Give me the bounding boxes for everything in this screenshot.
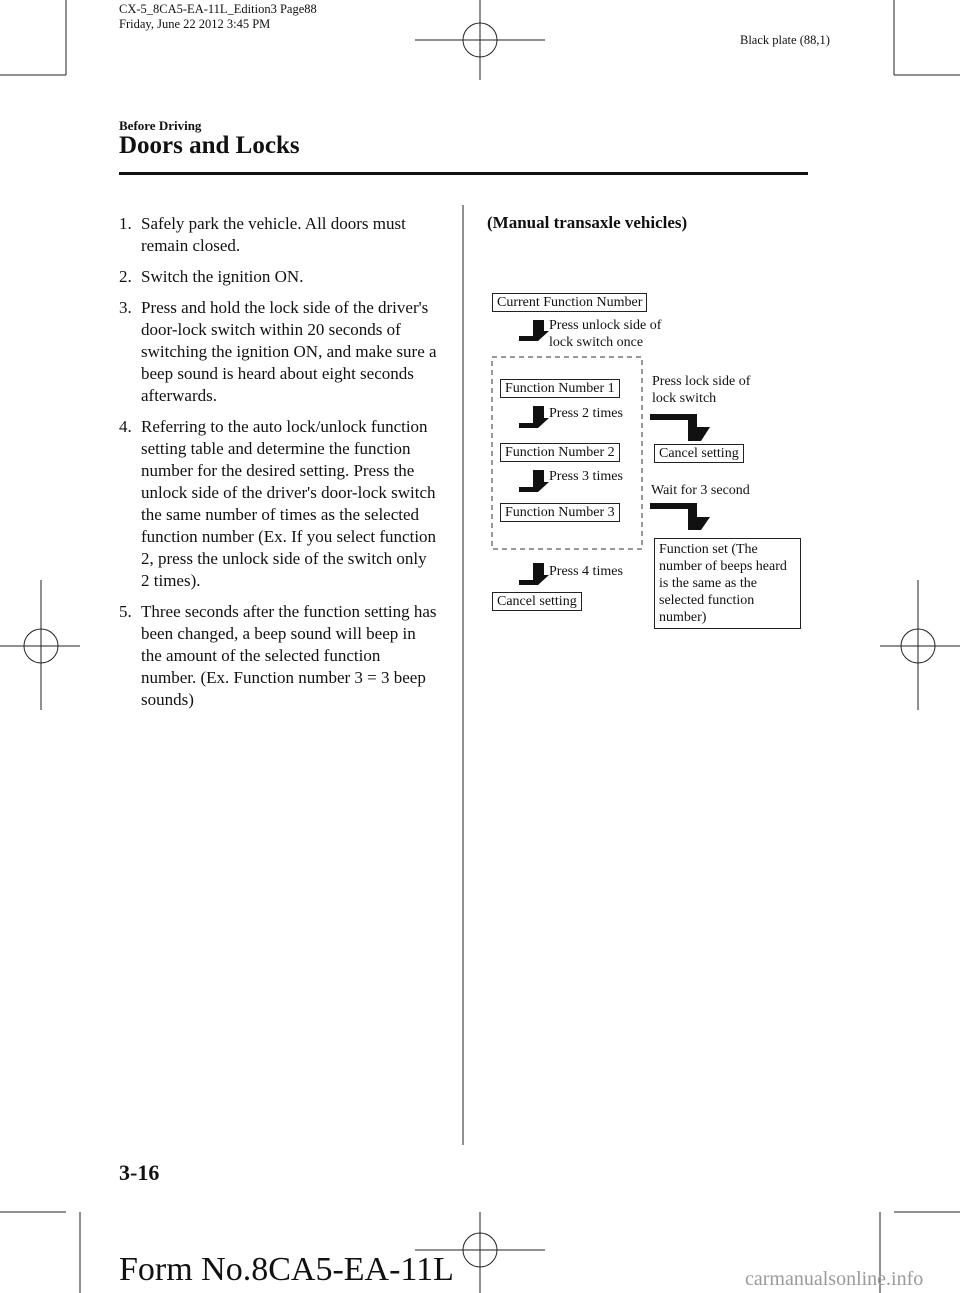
cancel-setting-box-right: Cancel setting — [654, 444, 744, 463]
bent-arrow-icon — [650, 503, 710, 530]
cancel-setting-box-left: Cancel setting — [492, 592, 582, 611]
page-title: Doors and Locks — [119, 132, 300, 159]
function-number-1-box: Function Number 1 — [500, 379, 620, 398]
press-unlock-caption: Press unlock side of lock switch once — [549, 318, 662, 350]
diagram-heading: (Manual transaxle vehicles) — [487, 213, 688, 232]
press-lock-caption: Press lock side of lock switch — [652, 374, 751, 406]
function-set-box: Function set (The number of beeps heard is the same as the selected function number) — [654, 538, 801, 629]
down-arrow-icon — [519, 470, 549, 492]
press-2-caption: Press 2 times — [549, 406, 623, 421]
press-3-caption: Press 3 times — [549, 469, 623, 484]
down-arrow-icon — [519, 406, 549, 428]
down-arrow-icon — [519, 320, 549, 341]
file-info-line: CX-5_8CA5-EA-11L_Edition3 Page88 — [119, 2, 317, 16]
plate-label: Black plate (88,1) — [740, 33, 830, 47]
date-line: Friday, June 22 2012 3:45 PM — [119, 17, 271, 31]
step-number: 2. — [119, 267, 132, 286]
step-text: Referring to the auto lock/unlock function setting table and determine the function number for the desired setting. Press the unlock side of the driver's door-lock switch the same number of times as the selected function number (Ex. If you select function 2, press the unlock side of the switch only 2 times). — [141, 417, 437, 590]
step-number: 3. — [119, 298, 132, 317]
watermark: carmanualsonline.info — [745, 1268, 924, 1290]
press-4-caption: Press 4 times — [549, 564, 623, 579]
down-arrow-icon — [519, 563, 549, 585]
step-text: Three seconds after the function setting has been changed, a beep sound will beep in the amount of the selected function number. (Ex. Function number 3 = 3 beep sounds) — [141, 602, 437, 709]
step-number: 4. — [119, 417, 132, 436]
form-number: Form No.8CA5-EA-11L — [119, 1251, 454, 1288]
section-label: Before Driving — [119, 118, 202, 133]
step-text: Press and hold the lock side of the driver's door-lock switch within 20 seconds of switching the ignition ON, and make sure a beep sound is heard about eight seconds afterwards. — [141, 298, 437, 405]
wait-caption: Wait for 3 second — [651, 483, 750, 498]
page-number: 3-16 — [119, 1160, 160, 1185]
step-number: 1. — [119, 214, 132, 233]
bent-arrow-icon — [650, 414, 710, 441]
step-text: Switch the ignition ON. — [141, 267, 304, 286]
step-text: Safely park the vehicle. All doors must remain closed. — [141, 214, 406, 255]
function-number-2-box: Function Number 2 — [500, 443, 620, 462]
function-number-3-box: Function Number 3 — [500, 503, 620, 522]
step-number: 5. — [119, 602, 132, 621]
current-function-box: Current Function Number — [492, 293, 647, 312]
